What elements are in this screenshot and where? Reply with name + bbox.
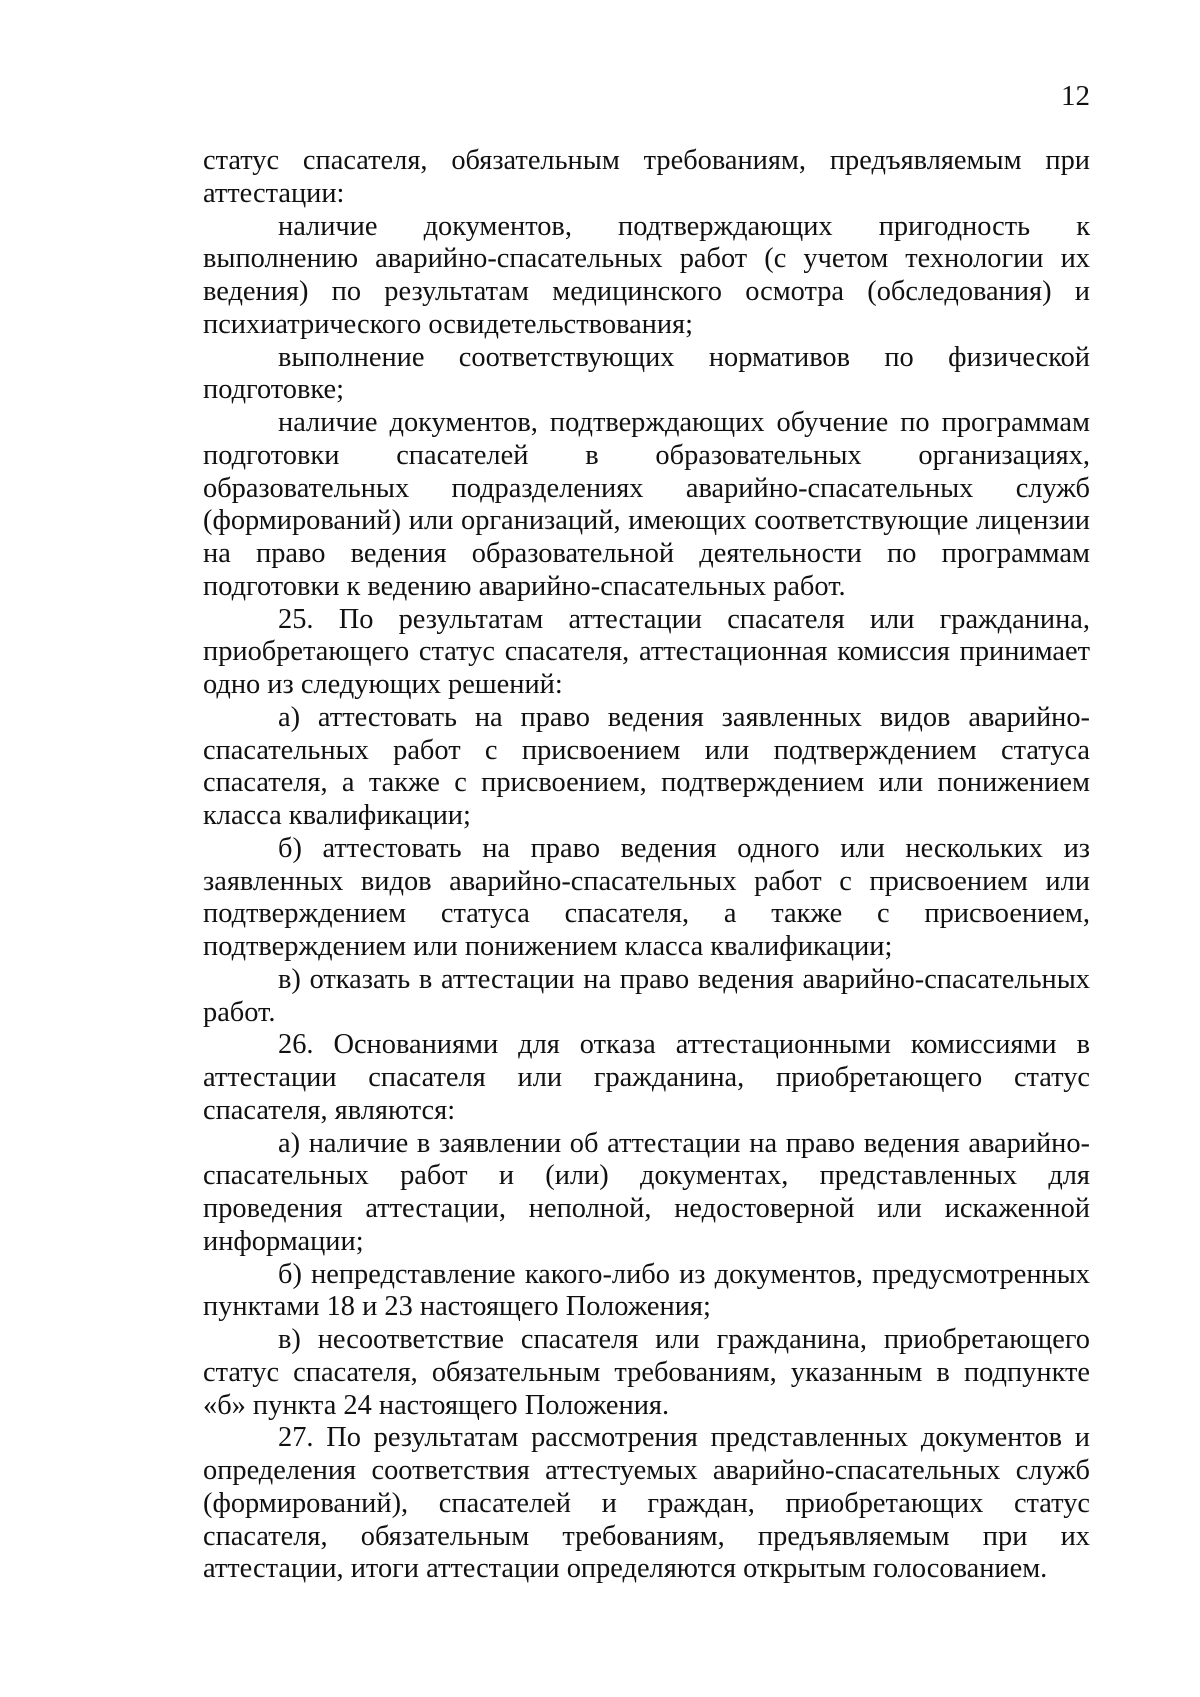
document-body xyxy=(203,145,1090,1586)
page-number: 12 xyxy=(1061,80,1090,112)
paragraph: б) аттестовать на право ведения одного или нескольких из заявленных видов аварийно-спасательных работ с присвоением или подтверждением статуса спасателя, а также с присвоением, подтверждением или понижением класса квалификации; xyxy=(203,832,1090,962)
paragraph: а) аттестовать на право ведения заявленных видов аварийно-спасательных работ с присвоением или подтверждением статуса спасателя, а также с присвоением, подтверждением или понижением класса квалификации; xyxy=(203,701,1090,831)
paragraph: б) непредставление какого-либо из документов, предусмотренных пунктами 18 и 23 настоящего Положения; xyxy=(203,1258,1090,1323)
paragraph: статус спасателя, обязательным требованиям, предъявляемым при аттестации: xyxy=(203,145,1090,209)
paragraph: 27. По результатам рассмотрения представленных документов и определения соответствия аттестуемых аварийно-спасательных служб (формирований), спасателей и граждан, приобретающих статус спасателя, обязательным требованиям, предъявляемым при их аттестации, итоги аттестации определяются открытым голосованием. xyxy=(203,1422,1090,1585)
paragraph: наличие документов, подтверждающих обучение по программам подготовки спасателей в образовательных организациях, образовательных подразделениях аварийно-спасательных служб (формирований) или организаций, имеющих соответствующие лицензии на право ведения образовательной деятельности по программам подготовки к ведению аварийно-спасательных работ. xyxy=(203,407,1090,602)
paragraph: наличие документов, подтверждающих пригодность к выполнению аварийно-спасательных работ (с учетом технологии их ведения) по результатам медицинского осмотра (обследования) и психиатрического освидетельствования; xyxy=(203,210,1090,340)
paragraph: в) несоответствие спасателя или гражданина, приобретающего статус спасателя, обязательным требованиям, указанным в подпункте «б» пункта 24 настоящего Положения. xyxy=(203,1324,1090,1421)
paragraph: в) отказать в аттестации на право ведения аварийно-спасательных работ. xyxy=(203,963,1090,1028)
paragraph: 25. По результатам аттестации спасателя или гражданина, приобретающего статус спасателя, аттестационная комиссия принимает одно из следующих решений: xyxy=(203,603,1090,700)
paragraph: а) наличие в заявлении об аттестации на право ведения аварийно-спасательных работ и (или) документах, представленных для проведения аттестации, неполной, недостоверной или искаженной информации; xyxy=(203,1127,1090,1257)
paragraph: выполнение соответствующих нормативов по физической подготовке; xyxy=(203,341,1090,406)
paragraph: 26. Основаниями для отказа аттестационными комиссиями в аттестации спасателя или гражданина, приобретающего статус спасателя, являются: xyxy=(203,1029,1090,1126)
